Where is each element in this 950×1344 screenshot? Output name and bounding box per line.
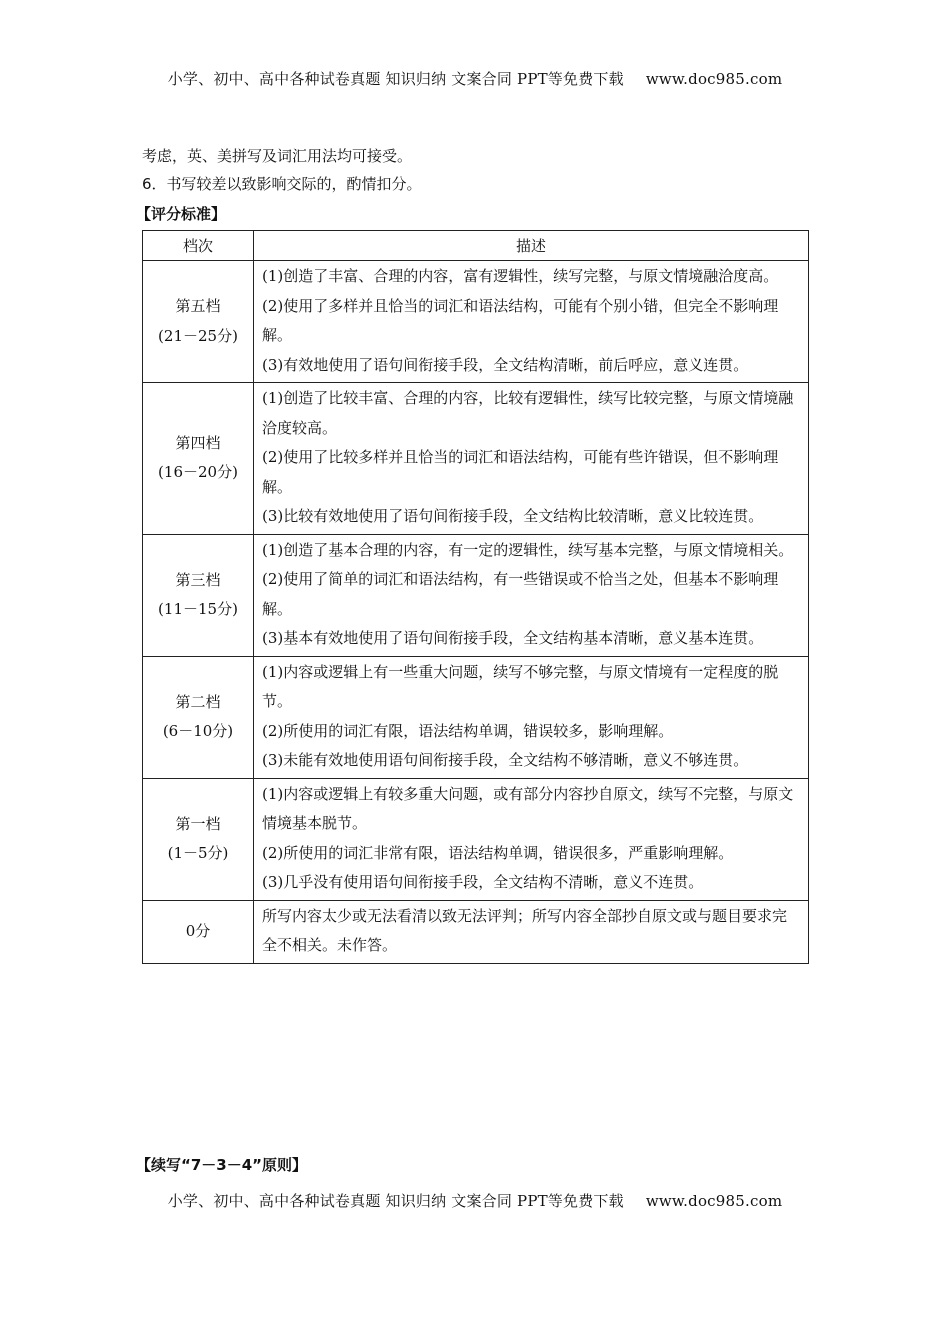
description-item: (1)内容或逻辑上有较多重大问题，或有部分内容抄自原文，续写不完整，与原文情境基本脱节。 [262, 784, 794, 832]
level-name: 第四档 [175, 433, 221, 452]
section-title-continuation-principle: 【续写“7－3－4”原则】 [136, 1156, 308, 1174]
description-item: (2)使用了比较多样并且恰当的词汇和语法结构，可能有些许错误，但不影响理解。 [262, 448, 779, 496]
level-name: 第二档 [175, 692, 221, 711]
header-text: 小学、初中、高中各种试卷真题 知识归纳 文案合同 PPT等免费下载 [167, 70, 624, 88]
level-name: 第五档 [175, 297, 221, 315]
level-name: 0分 [185, 921, 211, 940]
footer-site-link[interactable]: www.doc985.com [645, 1192, 783, 1210]
level-score: (16－20分) [158, 463, 238, 482]
table-row [143, 656, 809, 778]
level-cell [143, 261, 254, 383]
footer-text: 小学、初中、高中各种试卷真题 知识归纳 文案合同 PPT等免费下载 [167, 1192, 624, 1210]
description-cell [254, 534, 809, 656]
description-item: (3)比较有效地使用了语句间衔接手段，全文结构比较清晰，意义比较连贯。 [262, 507, 764, 525]
description-cell [254, 383, 809, 535]
table-row [143, 383, 809, 535]
description-item: (3)几乎没有使用语句间衔接手段，全文结构不清晰，意义不连贯。 [262, 873, 704, 891]
section-title-scoring-criteria: 【评分标准】 [136, 205, 227, 223]
description-item: (2)使用了多样并且恰当的词汇和语法结构，可能有个别小错，但完全不影响理解。 [262, 296, 779, 344]
level-score: (1－5分) [167, 844, 229, 862]
description-item: (3)有效地使用了语句间衔接手段，全文结构清晰，前后呼应，意义连贯。 [262, 355, 749, 374]
page-footer [0, 1190, 950, 1211]
description-item: (1)创造了比较丰富、合理的内容，比较有逻辑性，续写比较完整，与原文情境融洽度较高。 [262, 389, 794, 437]
level-name: 第三档 [175, 570, 221, 589]
level-cell [143, 778, 254, 900]
level-score: (6－10分) [162, 722, 234, 740]
description-item: (1)内容或逻辑上有一些重大问题，续写不够完整，与原文情境有一定程度的脱节。 [262, 662, 779, 710]
level-score: (21－25分) [158, 326, 238, 345]
header-description: 描述 [254, 231, 809, 261]
header-level: 档次 [143, 231, 254, 261]
description-cell [254, 261, 809, 383]
description-item: (2)所使用的词汇非常有限，语法结构单调，错误很多，严重影响理解。 [262, 843, 734, 862]
description-cell [254, 656, 809, 778]
description-item: (3)未能有效地使用语句间衔接手段，全文结构不够清晰，意义不够连贯。 [262, 751, 749, 769]
description-item: (1)创造了基本合理的内容，有一定的逻辑性，续写基本完整，与原文情境相关。 [262, 540, 794, 559]
header-site-link[interactable]: www.doc985.com [645, 70, 783, 88]
level-cell [143, 383, 254, 535]
table-header-row [143, 231, 809, 261]
scoring-rubric-table [142, 230, 809, 964]
page-header [0, 68, 950, 89]
description-item: (3)基本有效地使用了语句间衔接手段，全文结构基本清晰，意义基本连贯。 [262, 629, 764, 647]
level-score: (11－15分) [158, 600, 238, 618]
level-name: 第一档 [175, 814, 221, 833]
table-row [143, 261, 809, 383]
level-cell [143, 656, 254, 778]
description-cell [254, 778, 809, 900]
table-row [143, 778, 809, 900]
level-cell [143, 534, 254, 656]
level-cell [143, 900, 254, 963]
description-item: (2)使用了简单的词汇和语法结构，有一些错误或不恰当之处，但基本不影响理解。 [262, 570, 779, 618]
description-item: 所写内容太少或无法看清以致无法评判；所写内容全部抄自原文或与题目要求完全不相关。未作答。 [262, 906, 788, 954]
intro-line-1: 考虑，英、美拼写及词汇用法均可接受。 [142, 147, 413, 165]
description-item: (1)创造了丰富、合理的内容，富有逻辑性，续写完整，与原文情境融洽度高。 [262, 267, 779, 285]
description-cell [254, 900, 809, 963]
intro-line-2: 6．书写较差以致影响交际的，酌情扣分。 [142, 175, 422, 193]
table-row [143, 900, 809, 963]
table-row [143, 534, 809, 656]
description-item: (2)所使用的词汇有限，语法结构单调，错误较多，影响理解。 [262, 721, 674, 740]
